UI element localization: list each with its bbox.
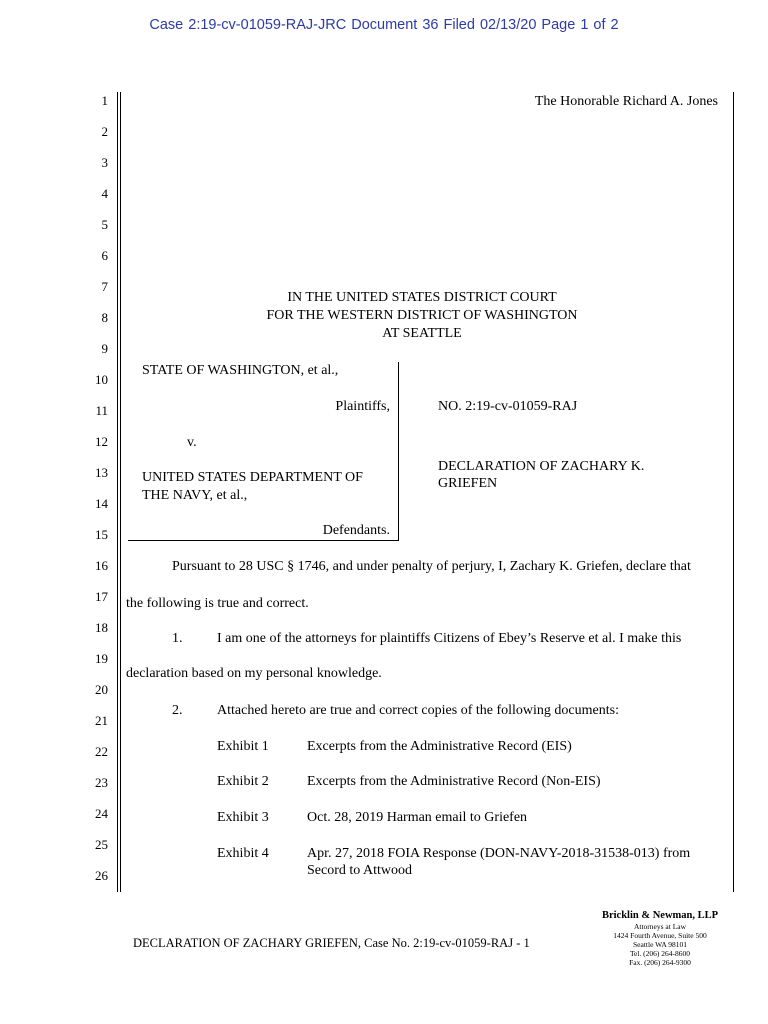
line-number: 5 (101, 217, 108, 232)
caption-defendant-role: Defendants. (322, 523, 390, 538)
caption-defendant-line1: UNITED STATES DEPARTMENT OF (142, 470, 363, 485)
exhibit-description-continued: Secord to Attwood (307, 863, 412, 878)
line-number: 23 (95, 775, 108, 790)
caption-divider-vertical (398, 362, 399, 541)
line-number: 6 (101, 248, 108, 263)
document-title-line2: GRIEFEN (438, 476, 498, 491)
line-number: 26 (95, 868, 108, 883)
paragraph-1-line1: I am one of the attorneys for plaintiffs Citizens of Ebey’s Reserve et al. I make this (217, 631, 682, 646)
intro-line2: the following is true and correct. (126, 596, 309, 611)
caption-plaintiff: STATE OF WASHINGTON, et al., (142, 363, 339, 378)
exhibit-label: Exhibit 4 (217, 846, 269, 861)
exhibit-label: Exhibit 3 (217, 810, 269, 825)
case-number: NO. 2:19-cv-01059-RAJ (438, 399, 578, 414)
line-number: 25 (95, 837, 108, 852)
line-number: 11 (95, 403, 108, 418)
line-number: 15 (95, 527, 108, 542)
court-name-line1: IN THE UNITED STATES DISTRICT COURT (287, 290, 557, 305)
line-number: 24 (95, 806, 108, 821)
intro-line1: Pursuant to 28 USC § 1746, and under penalty of perjury, I, Zachary K. Griefen, declare that (172, 559, 691, 574)
line-number: 10 (95, 372, 108, 387)
line-number: 22 (95, 744, 108, 759)
paragraph-2-number: 2. (172, 703, 183, 718)
line-number: 3 (101, 155, 108, 170)
caption-plaintiff-role: Plaintiffs, (335, 399, 390, 414)
line-number: 17 (95, 589, 108, 604)
line-number: 19 (95, 651, 108, 666)
line-number: 12 (95, 434, 108, 449)
line-number: 16 (95, 558, 108, 573)
line-number: 8 (101, 310, 108, 325)
line-number: 1 (101, 93, 108, 108)
paragraph-2-line1: Attached hereto are true and correct copies of the following documents: (217, 703, 619, 718)
footer-document-title: DECLARATION OF ZACHARY GRIEFEN, Case No. 2:19-cv-01059-RAJ - 1 (133, 936, 530, 950)
firm-address: 1424 Fourth Avenue, Suite 500 (613, 930, 707, 940)
line-number: 9 (101, 341, 108, 356)
caption-divider-horizontal (128, 540, 399, 541)
exhibit-description: Excerpts from the Administrative Record (EIS) (307, 739, 572, 754)
line-number: 13 (95, 465, 108, 480)
exhibit-label: Exhibit 2 (217, 774, 269, 789)
line-number: 4 (101, 186, 108, 201)
line-number: 2 (101, 124, 108, 139)
caption-defendant-line2: THE NAVY, et al., (142, 488, 248, 503)
firm-city: Seattle WA 98101 (632, 939, 688, 949)
left-margin-rule-inner (120, 92, 121, 892)
exhibit-label: Exhibit 1 (217, 739, 269, 754)
line-number: 14 (95, 496, 108, 511)
right-margin-rule (733, 92, 734, 892)
paragraph-1-number: 1. (172, 631, 183, 646)
left-margin-rule-outer (117, 92, 118, 892)
line-number: 20 (95, 682, 108, 697)
line-number: 21 (95, 713, 108, 728)
firm-name: Bricklin & Newman, LLP (601, 910, 719, 921)
court-name-line3: AT SEATTLE (382, 326, 462, 341)
ecf-filing-header: Case 2:19-cv-01059-RAJ-JRC Document 36 Filed 02/13/20 Page 1 of 2 (149, 17, 619, 33)
line-number: 18 (95, 620, 108, 635)
caption-versus: v. (187, 435, 197, 450)
firm-phone: Tel. (206) 264-8600 (629, 948, 691, 958)
firm-fax: Fax. (206) 264-9300 (629, 957, 691, 967)
line-number: 7 (101, 279, 108, 294)
exhibit-description: Excerpts from the Administrative Record (Non-EIS) (307, 774, 601, 789)
judge-name: The Honorable Richard A. Jones (534, 94, 718, 109)
exhibit-description: Apr. 27, 2018 FOIA Response (DON-NAVY-2018-31538-013) from (307, 846, 691, 861)
exhibit-description: Oct. 28, 2019 Harman email to Griefen (307, 810, 528, 825)
firm-line: Attorneys at Law (633, 921, 687, 931)
court-name-line2: FOR THE WESTERN DISTRICT OF WASHINGTON (266, 308, 578, 323)
paragraph-1-line2: declaration based on my personal knowledge. (126, 666, 382, 681)
law-firm-block (560, 911, 760, 967)
document-title-line1: DECLARATION OF ZACHARY K. (438, 459, 645, 474)
